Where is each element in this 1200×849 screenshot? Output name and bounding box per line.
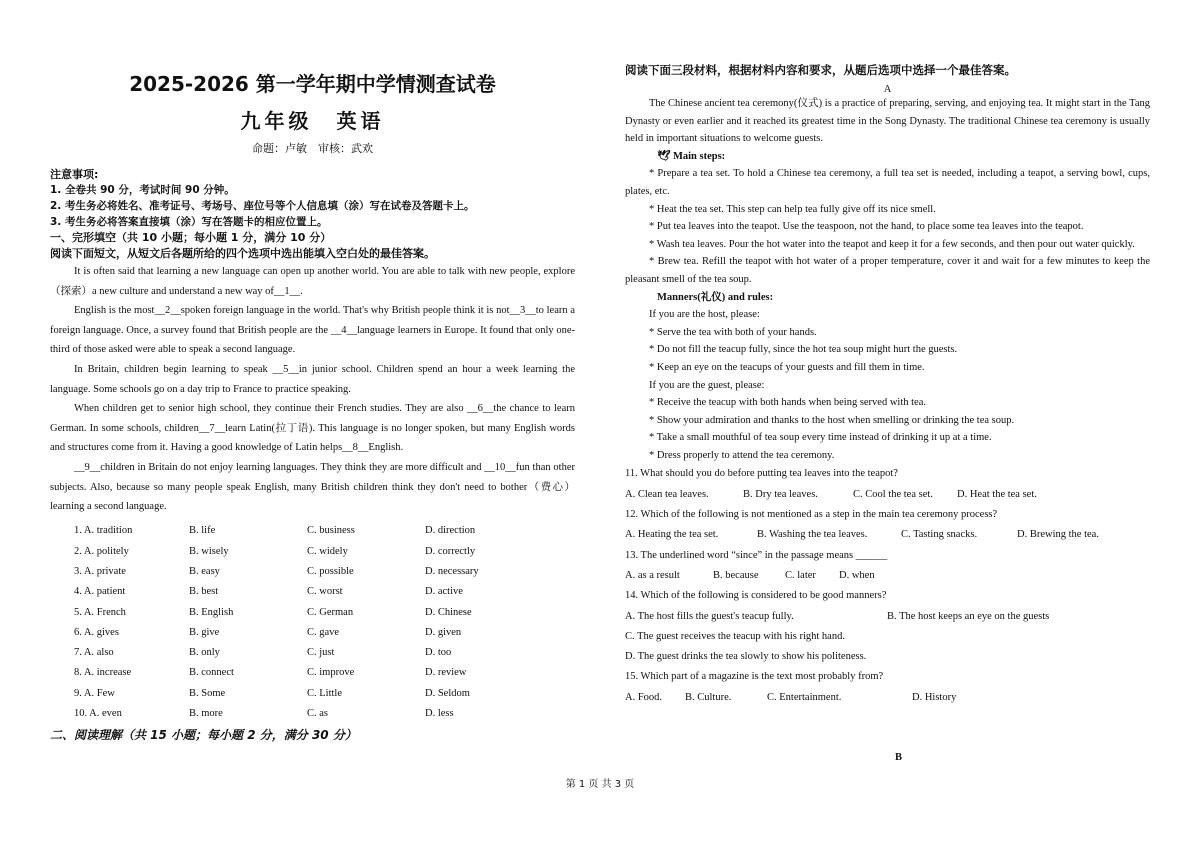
option-a: 1. A. tradition xyxy=(74,525,133,537)
option-d: D. History xyxy=(912,691,957,703)
step-item: * Wash tea leaves. Pour the hot water into the teapot and keep it for a few seconds, and then pour out water quickly. xyxy=(649,238,1135,250)
option-row xyxy=(50,643,575,663)
option-row xyxy=(50,602,575,622)
option-d: D. necessary xyxy=(425,565,479,577)
bird-icon: 🕊 xyxy=(657,150,671,162)
option-c: C. The guest receives the teacup with his right hand. xyxy=(625,630,845,642)
step-item: * Prepare a tea set. To hold a Chinese tea ceremony, a full tea set is needed, including a teapot, a serving bowl, cups, plates, etc. xyxy=(625,168,1150,197)
passage-intro: The Chinese ancient tea ceremony(仪式) is a practice of preparing, serving, and enjoying tea. It might start in the Tang Dynasty or even earlier and it reached its greatest time in the Song Dynasty. The traditional Chinese tea ceremony is usually held in important situations to welcome guests. xyxy=(625,98,1150,145)
option-d: D. Heat the tea set. xyxy=(957,488,1037,500)
option-b: B. best xyxy=(189,586,219,598)
option-c: C. later xyxy=(785,569,816,581)
cloze-paragraph: In Britain, children begin learning to speak __5__in junior school. Children spend an hour a week learning the language. Some schools go on a day trip to France to practice speaking. xyxy=(50,363,575,395)
option-a: 5. A. French xyxy=(74,606,126,618)
option-d: D. too xyxy=(425,647,452,659)
cloze-paragraph: When children get to senior high school, they continue their French studies. They are also __6__the chance to learn German. In some schools, children__7__learn Latin(拉丁语). This language is no longer spoken, but many English words and structures come from it. Having a good knowledge of Latin helps__8__English. xyxy=(50,403,575,454)
option-a: A. Food. xyxy=(625,691,663,703)
option-a: 9. A. Few xyxy=(74,687,115,699)
cloze-paragraph: __9__children in Britain do not enjoy learning languages. They think they are more difficult and __10__fun than other subjects. Also, because so many people speak English, many British children think they don't need to bother（费心）learning a second language. xyxy=(50,461,575,513)
option-c: C. just xyxy=(307,647,335,659)
host-rule: * Do not fill the teacup fully, since the hot tea soup might hurt the guests. xyxy=(649,344,958,356)
option-b: B. give xyxy=(189,626,220,638)
cloze-options xyxy=(50,521,575,724)
host-rule: * Keep an eye on the teacups of your guests and fill them in time. xyxy=(649,361,925,373)
option-b: B. more xyxy=(189,708,223,720)
guest-rule: * Dress properly to attend the tea ceremony. xyxy=(649,449,835,461)
option-a: 7. A. also xyxy=(74,647,114,659)
host-intro: If you are the host, please: xyxy=(649,309,760,321)
option-d: D. review xyxy=(425,667,467,679)
option-a: A. The host fills the guest's teacup fully. xyxy=(625,610,794,622)
steps-heading-text: Main steps: xyxy=(672,150,726,162)
manners-heading: Manners(礼仪) and rules: xyxy=(657,291,774,303)
option-row xyxy=(50,561,575,581)
passage-label-b: B xyxy=(895,752,903,763)
option-c: C. worst xyxy=(307,586,343,598)
option-a: 6. A. gives xyxy=(74,626,119,638)
page-footer: 第 1 页 共 3 页 xyxy=(565,779,635,790)
step-item: * Heat the tea set. This step can help tea fully give off its nice smell. xyxy=(649,203,936,215)
option-c: C. German xyxy=(307,606,354,618)
section2-heading: 二、阅读理解（共 15 小题；每小题 2 分，满分 30 分） xyxy=(50,727,357,742)
question-15-options xyxy=(625,688,1150,708)
guest-rule: * Receive the teacup with both hands when being served with tea. xyxy=(649,397,926,409)
note-item: 2. 考生务必将姓名、准考证号、考场号、座位号等个人信息填（涂）写在试卷及答题卡上。 xyxy=(50,200,475,212)
option-c: C. Entertainment. xyxy=(767,691,842,703)
guest-rule: * Show your admiration and thanks to the host when smelling or drinking the tea soup. xyxy=(649,414,1015,426)
note-item: 3. 考生务必将答案直接填（涂）写在答题卡的相应位置上。 xyxy=(50,216,328,228)
option-a: A. as a result xyxy=(625,569,680,581)
option-row xyxy=(50,663,575,683)
option-d: D. Brewing the tea. xyxy=(1017,529,1099,541)
option-d: D. correctly xyxy=(425,545,476,557)
option-c: C. possible xyxy=(307,565,354,577)
option-b: B. wisely xyxy=(189,545,229,557)
question-13-options xyxy=(625,566,1150,586)
option-c: C. widely xyxy=(307,545,348,557)
option-c: C. as xyxy=(307,708,328,720)
exam-title: 2025-2026 第一学年期中学情测查试卷 xyxy=(129,72,496,96)
option-b: B. English xyxy=(189,606,234,618)
question-11-options xyxy=(625,485,1150,505)
option-d: D. Chinese xyxy=(425,606,472,618)
option-a: 4. A. patient xyxy=(74,586,126,598)
left-column xyxy=(50,62,575,743)
note-item: 1. 全卷共 90 分，考试时间 90 分钟。 xyxy=(50,184,235,196)
exam-subtitle: 九年级 英语 xyxy=(240,109,385,133)
option-d: D. The guest drinks the tea slowly to show his politeness. xyxy=(625,651,867,663)
option-b: B. life xyxy=(189,525,216,537)
step-item: * Put tea leaves into the teapot. Use the teaspoon, not the hand, to place some tea leaves into the teapot. xyxy=(649,221,1084,233)
step-item: * Brew tea. Refill the teapot with hot water of a proper temperature, cover it and wait for a few minutes to keep the pleasant smell of the tea soup. xyxy=(625,256,1150,285)
option-d: D. direction xyxy=(425,525,476,537)
option-d: D. given xyxy=(425,626,462,638)
option-row xyxy=(50,541,575,561)
option-c: C. Tasting snacks. xyxy=(901,529,978,541)
option-b: B. connect xyxy=(189,667,234,679)
option-b: B. Culture. xyxy=(685,691,732,703)
option-b: B. Washing the tea leaves. xyxy=(757,529,868,541)
option-d: D. when xyxy=(839,569,875,581)
option-c: C. business xyxy=(307,525,355,537)
question-13: 13. The underlined word “since” in the passage means ______ xyxy=(625,549,888,561)
section1-heading: 一、完形填空（共 10 小题；每小题 1 分，满分 10 分） xyxy=(50,231,332,244)
option-b: B. easy xyxy=(189,565,220,577)
option-c: C. gave xyxy=(307,626,340,638)
option-d: D. active xyxy=(425,586,463,598)
option-c: C. Little xyxy=(307,687,342,699)
option-a: 2. A. politely xyxy=(74,545,129,557)
exam-authors: 命题：卢敏 审核：武欢 xyxy=(252,142,373,155)
steps-heading xyxy=(625,148,1150,166)
option-a: 8. A. increase xyxy=(74,667,132,679)
host-rule: * Serve the tea with both of your hands. xyxy=(649,326,817,338)
notes-heading: 注意事项: xyxy=(50,168,99,181)
option-row xyxy=(50,622,575,642)
option-b: B. because xyxy=(713,569,759,581)
option-c: C. improve xyxy=(307,667,355,679)
option-d: D. less xyxy=(425,708,454,720)
question-14-options xyxy=(625,607,1150,627)
option-c: C. Cool the tea set. xyxy=(853,488,933,500)
guest-rule: * Take a small mouthful of tea soup every time instead of drinking it up at a time. xyxy=(649,432,992,444)
question-15: 15. Which part of a magazine is the text most probably from? xyxy=(625,671,884,683)
guest-intro: If you are the guest, please: xyxy=(649,379,765,391)
option-a: 3. A. private xyxy=(74,565,126,577)
option-row xyxy=(50,683,575,703)
option-b: B. only xyxy=(189,647,220,659)
option-b: B. Some xyxy=(189,687,226,699)
question-14: 14. Which of the following is considered to be good manners? xyxy=(625,590,887,602)
option-a: A. Clean tea leaves. xyxy=(625,488,709,500)
option-a: 10. A. even xyxy=(74,708,122,720)
cloze-paragraph: English is the most__2__spoken foreign language in the world. That's why British people think it is not__3__to learn a foreign language. Once, a survey found that British people are the __4__language learners in Europe. It found that only one-third of those asked were able to speak a second language. xyxy=(50,305,575,356)
option-row xyxy=(50,521,575,541)
option-row xyxy=(50,582,575,602)
question-12: 12. Which of the following is not mentioned as a step in the main tea ceremony process? xyxy=(625,509,998,521)
passage-label-a: A xyxy=(883,84,892,95)
question-12-options xyxy=(625,525,1150,545)
section1-instruction: 阅读下面短文，从短文后各题所给的四个选项中选出能填入空白处的最佳答案。 xyxy=(50,247,435,260)
option-d: D. Seldom xyxy=(425,687,470,699)
option-b: B. Dry tea leaves. xyxy=(743,488,818,500)
reading-instruction: 阅读下面三段材料，根据材料内容和要求，从题后选项中选择一个最佳答案。 xyxy=(625,63,1016,77)
right-column xyxy=(625,62,1150,708)
option-b: B. The host keeps an eye on the guests xyxy=(887,610,1050,622)
option-row xyxy=(50,703,575,723)
option-a: A. Heating the tea set. xyxy=(625,529,719,541)
cloze-paragraph: It is often said that learning a new language can open up another world. You are able to talk with new people, explore（探索）a new culture and understand a new way of__1__. xyxy=(50,266,575,297)
question-11: 11. What should you do before putting tea leaves into the teapot? xyxy=(625,468,898,480)
